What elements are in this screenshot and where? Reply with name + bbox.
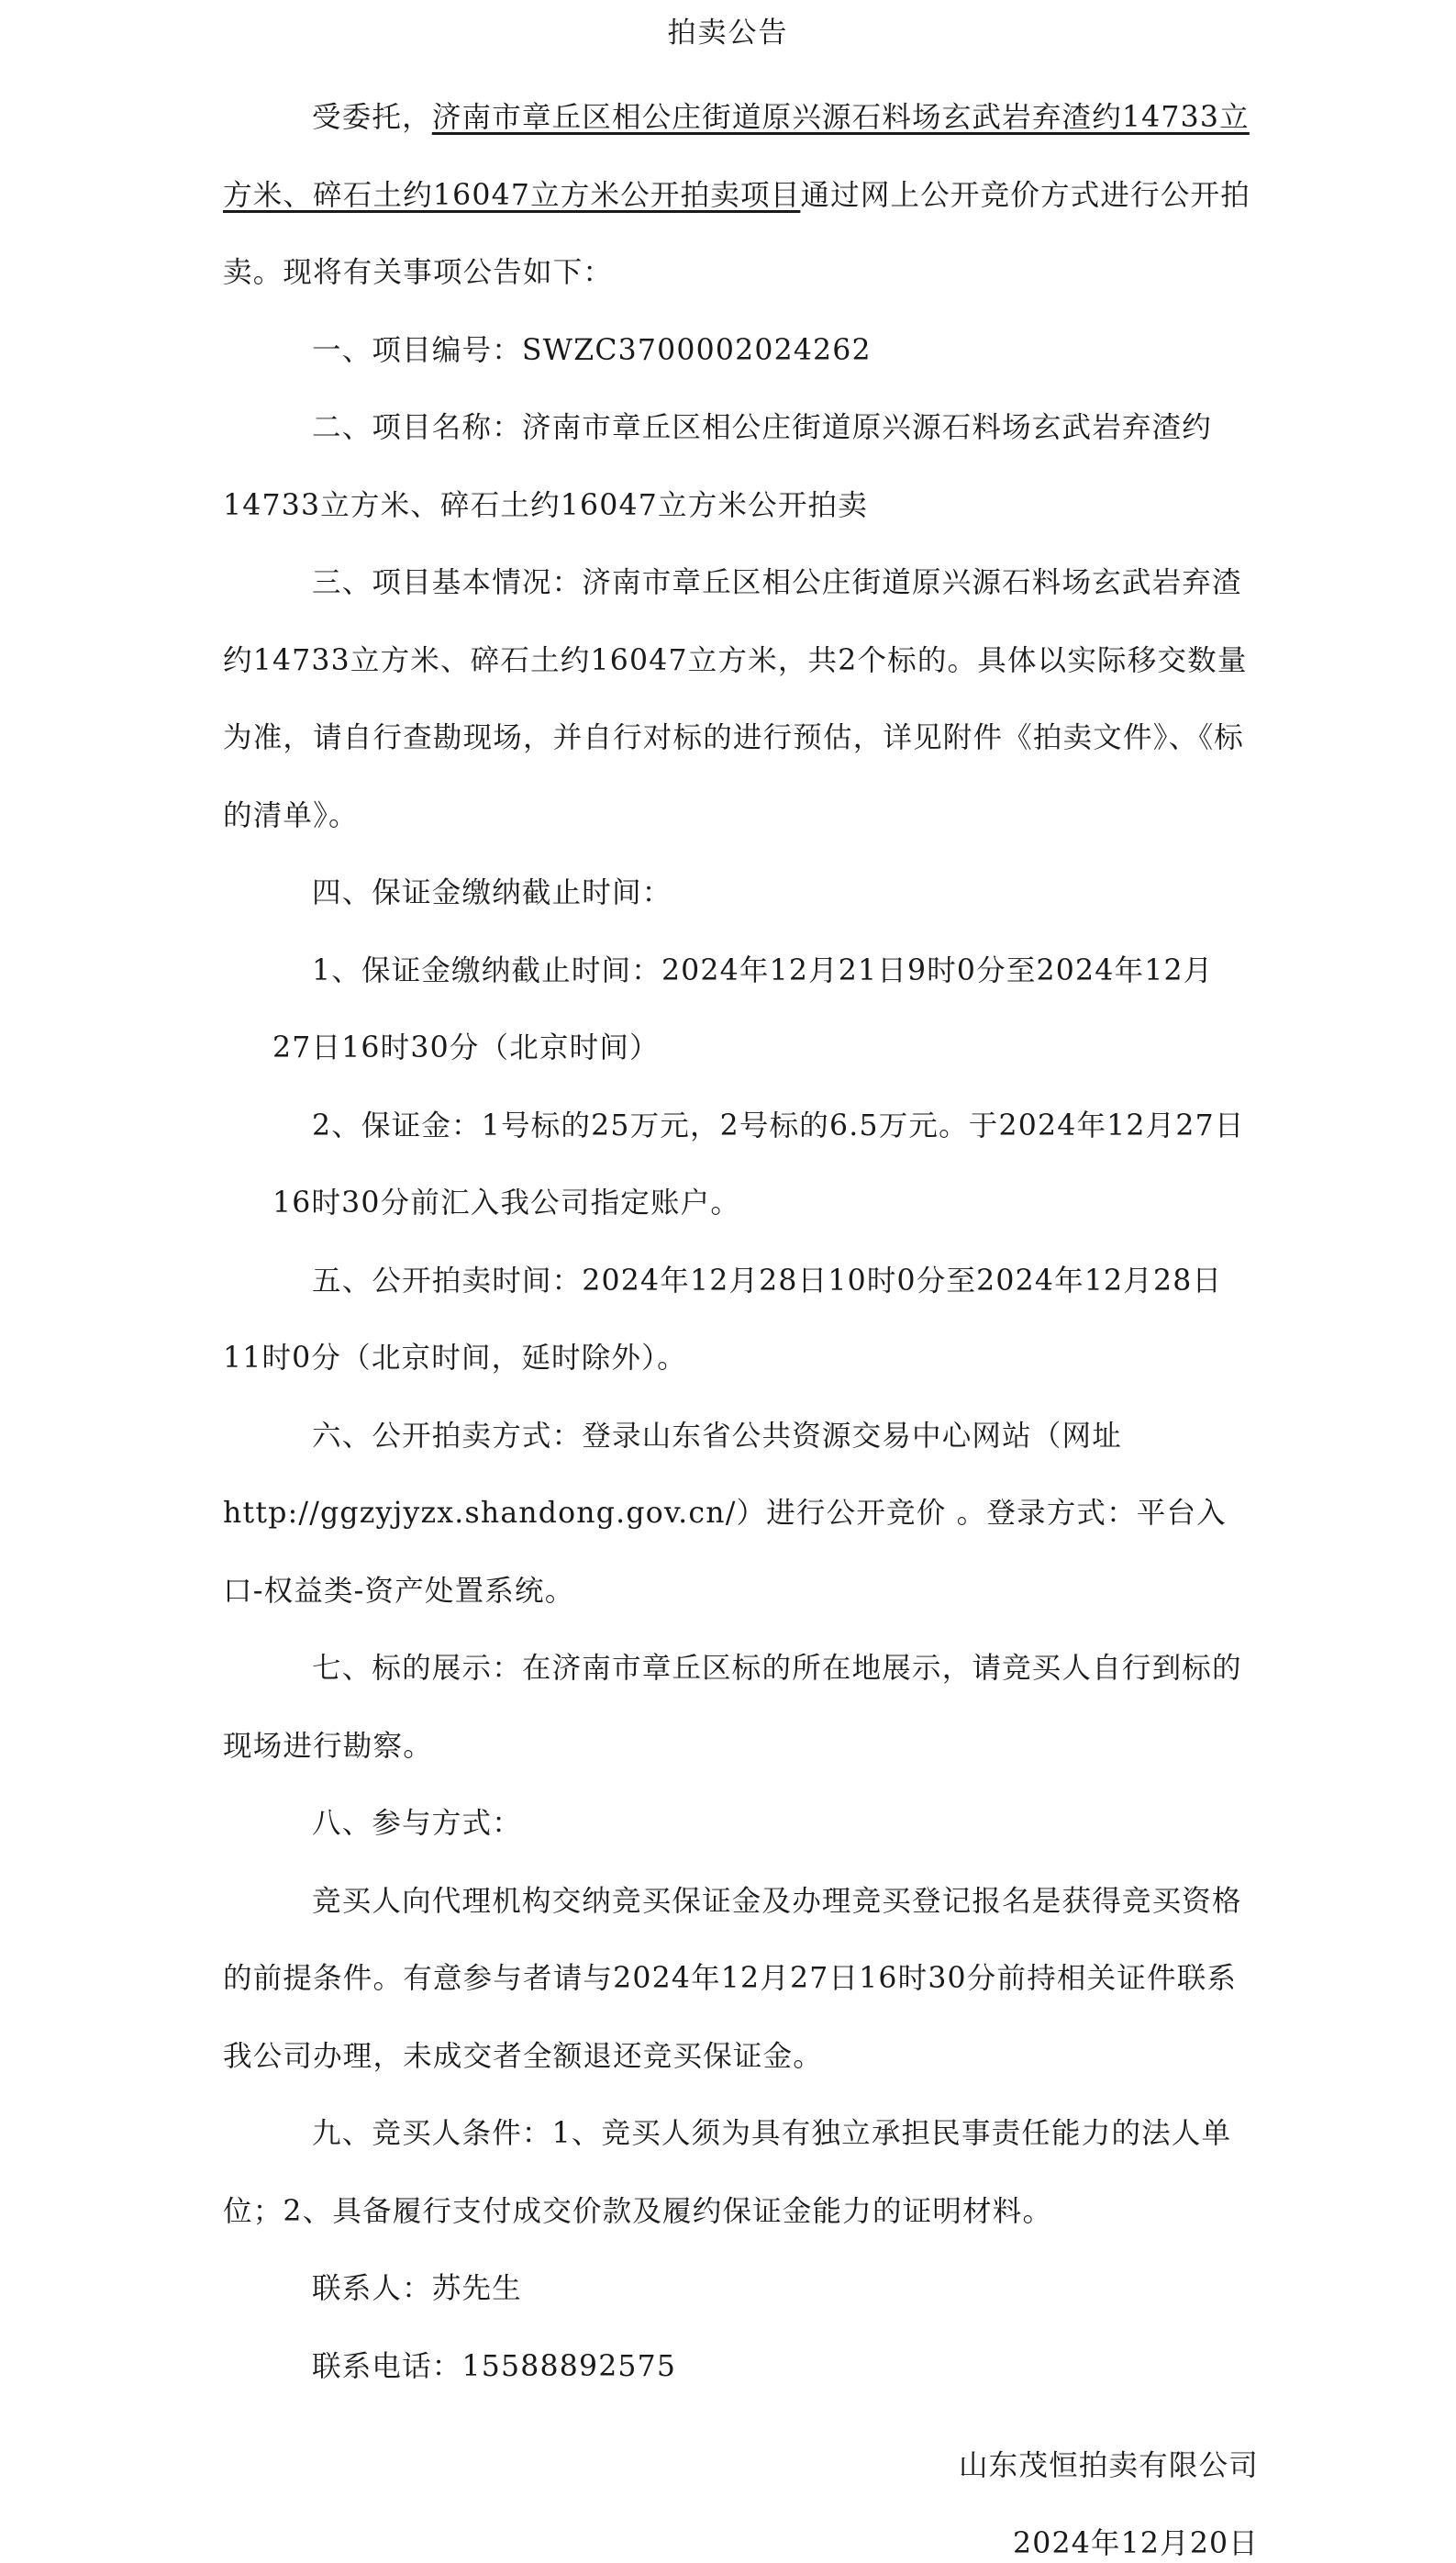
- project-name: 二、项目名称：济南市章丘区相公庄街道原兴源石料场玄武岩弃渣约14733立方米、碎石土约16047立方米公开拍卖: [223, 411, 1213, 522]
- page-title: 拍卖公告: [667, 17, 789, 50]
- deposit-amount: 2、保证金：1号标的25万元，2号标的6.5万元。于2024年12月27日16时30分前汇入我公司指定账户。: [272, 1109, 1245, 1220]
- project-basic-info: 三、项目基本情况：济南市章丘区相公庄街道原兴源石料场玄武岩弃渣约14733立方米、碎石土约16047立方米，共2个标的。具体以实际移交数量为准，请自行查勘现场，并自行对标的进行预估，详见附件《拍卖文件》、《标的清单》。: [223, 566, 1248, 832]
- deposit-deadline-heading: 四、保证金缴纳截止时间：: [312, 876, 672, 909]
- auction-method: 六、公开拍卖方式：登录山东省公共资源交易中心网站（网址http://ggzyjyzx.shandong.gov.cn/）进行公开竞价 。登录方式：平台入口-权益类-资产处置系统。: [223, 1419, 1227, 1608]
- intro-paragraph: [223, 79, 1250, 312]
- signature-date: 2024年12月20日: [1012, 2527, 1259, 2560]
- participation-text: 竞买人向代理机构交纳竞买保证金及办理竞买登记报名是获得竞买资格的前提条件。有意参与者请与2024年12月27日16时30分前持相关证件联系我公司办理，未成交者全额退还竞买保证金。: [223, 1884, 1242, 2073]
- project-number: 一、项目编号：SWZC3700002024262: [312, 333, 872, 367]
- intro-suffix: 通过网上公开竞价方式进行公开拍卖。现将有关事项公告如下：: [223, 178, 1250, 289]
- intro-prefix: 受委托，: [312, 101, 432, 134]
- contact-phone: 联系电话：15588892575: [312, 2349, 677, 2383]
- contact-person: 联系人：苏先生: [312, 2272, 522, 2305]
- bidder-conditions: 九、竞买人条件：1、竞买人须为具有独立承担民事责任能力的法人单位；2、具备履行支付成交价款及履约保证金能力的证明材料。: [223, 2117, 1232, 2228]
- auction-time: 五、公开拍卖时间：2024年12月28日10时0分至2024年12月28日11时0分（北京时间，延时除外）。: [223, 1264, 1223, 1375]
- participation-heading: 八、参与方式：: [312, 1807, 522, 1840]
- project-name-link[interactable]: 济南市章丘区相公庄街道原兴源石料场玄武岩弃渣约14733立方米、碎石土约16047立方米公开拍卖项目: [223, 101, 1250, 212]
- company-signature: 山东茂恒拍卖有限公司: [958, 2449, 1259, 2482]
- item-display: 七、标的展示：在济南市章丘区标的所在地展示，请竞买人自行到标的现场进行勘察。: [223, 1652, 1242, 1763]
- deposit-deadline-time: 1、保证金缴纳截止时间：2024年12月21日9时0分至2024年12月27日16时30分（北京时间）: [272, 953, 1214, 1064]
- announcement-body: [223, 79, 1250, 2405]
